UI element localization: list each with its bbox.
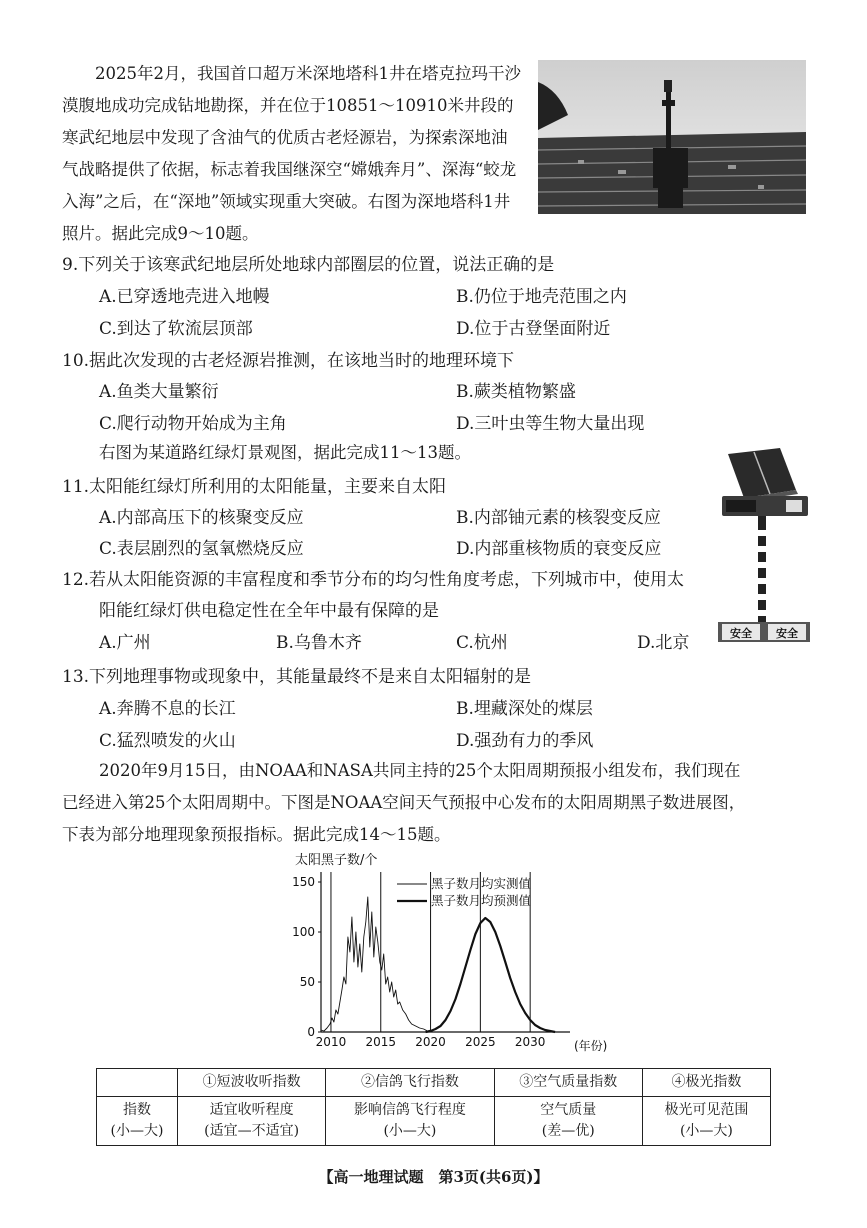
solar-traffic-light-photo bbox=[718, 446, 810, 644]
table-corner-cell bbox=[97, 1069, 178, 1097]
question-13-option-a: A.奔腾不息的长江 bbox=[99, 699, 236, 719]
table-cell bbox=[326, 1097, 494, 1146]
table-header-cell: ④极光指数 bbox=[642, 1069, 770, 1097]
question-12-option-b: B.乌鲁木齐 bbox=[276, 633, 362, 653]
table-header-cell: ③空气质量指数 bbox=[494, 1069, 642, 1097]
y-axis-label: 太阳黑子数/个 bbox=[295, 853, 378, 868]
cell-line1: 适宜收听程度 bbox=[209, 1102, 294, 1118]
intro-11-13: 右图为某道路红绿灯景观图，据此完成11～13题。 bbox=[99, 443, 471, 462]
series-line-2 bbox=[426, 918, 555, 1032]
x-tick-label: 2010 bbox=[315, 1035, 347, 1049]
question-9-option-c: C.到达了软流层顶部 bbox=[99, 319, 253, 339]
question-12-stem-line1: 12.若从太阳能资源的丰富程度和季节分布的均匀性角度考虑，下列城市中，使用太 bbox=[62, 570, 685, 590]
question-13-option-b: B.埋藏深处的煤层 bbox=[456, 699, 593, 719]
x-tick-label: 2015 bbox=[365, 1035, 397, 1049]
y-tick-label: 0 bbox=[307, 1025, 315, 1039]
table-header-cell: ①短波收听指数 bbox=[178, 1069, 326, 1097]
table-cell bbox=[178, 1097, 326, 1146]
intro-14-15-line2: 已经进入第25个太阳周期中。下图是NOAA空间天气预报中心发布的太阳周期黑子数进展图， bbox=[62, 793, 746, 812]
intro-14-15-line1: 2020年9月15日，由NOAA和NASA共同主持的25个太阳周期预报小组发布，我们现在 bbox=[99, 761, 741, 780]
question-9-stem: 9.下列关于该寒武纪地层所处地球内部圈层的位置，说法正确的是 bbox=[62, 255, 555, 275]
cell-line2: (适宜—不适宜) bbox=[204, 1123, 300, 1139]
cell-line2: (小—大) bbox=[679, 1123, 733, 1139]
question-10-option-c: C.爬行动物开始成为主角 bbox=[99, 414, 287, 434]
question-9-option-d: D.位于古登堡面附近 bbox=[456, 319, 611, 339]
question-10-option-d: D.三叶虫等生物大量出现 bbox=[456, 414, 645, 434]
question-12-option-a: A.广州 bbox=[99, 633, 151, 653]
cell-line1: 极光可见范围 bbox=[664, 1102, 749, 1118]
intro-14-15-line3: 下表为部分地理现象预报指标。据此完成14～15题。 bbox=[62, 825, 451, 844]
table-row bbox=[97, 1097, 771, 1146]
question-11-stem: 11.太阳能红绿灯所利用的太阳能量，主要来自太阳 bbox=[62, 477, 447, 497]
question-10-stem: 10.据此次发现的古老烃源岩推测，在该地当时的地理环境下 bbox=[62, 351, 515, 371]
sign-text-right: 安全 bbox=[776, 627, 798, 640]
x-tick-label: 2025 bbox=[465, 1035, 496, 1049]
question-12-option-d: D.北京 bbox=[637, 633, 690, 653]
question-9-option-a: A.已穿透地壳进入地幔 bbox=[99, 287, 270, 307]
sign-text-left: 安全 bbox=[730, 627, 752, 640]
question-12-option-c: C.杭州 bbox=[456, 633, 508, 653]
table-row-label bbox=[97, 1097, 178, 1146]
cell-line2: (小—大) bbox=[383, 1123, 437, 1139]
question-13-option-d: D.强劲有力的季风 bbox=[456, 731, 594, 751]
intro-paragraph-9-10: 2025年2月，我国首口超万米深地塔科1井在塔克拉玛干沙漠腹地成功完成钻地勘探，并在位于10851～10910米井段的寒武纪地层中发现了含油气的优质古老烃源岩，为探索深地油气战略提供了依据，标志着我国继深空“嫦娥奔月”、深海“蛟龙入海”之后，在“深地”领域实现重大突破。右图为深地塔科1井照片。据此完成9～10题。 bbox=[62, 64, 521, 243]
drilling-well-photo bbox=[538, 60, 806, 214]
question-11-option-b: B.内部铀元素的核裂变反应 bbox=[456, 508, 661, 528]
table-header-row bbox=[97, 1069, 771, 1097]
table-header-cell: ②信鸽飞行指数 bbox=[326, 1069, 494, 1097]
question-9-option-b: B.仍位于地壳范围之内 bbox=[456, 287, 627, 307]
legend-label-2: 黑子数月均预测值 bbox=[431, 893, 532, 908]
y-tick-label: 50 bbox=[299, 975, 315, 989]
x-tick-label: 2030 bbox=[514, 1035, 546, 1049]
x-axis-label: (年份) bbox=[574, 1039, 608, 1053]
series-line-1 bbox=[321, 897, 431, 1031]
table-cell bbox=[642, 1097, 770, 1146]
question-10-option-b: B.蕨类植物繁盛 bbox=[456, 382, 576, 402]
question-13-stem: 13.下列地理事物或现象中，其能量最终不是来自太阳辐射的是 bbox=[62, 667, 532, 687]
forecast-index-table bbox=[96, 1068, 771, 1146]
x-tick-label: 2020 bbox=[415, 1035, 446, 1049]
y-tick-label: 150 bbox=[292, 875, 315, 889]
question-11-option-a: A.内部高压下的核聚变反应 bbox=[99, 508, 304, 528]
cell-line1: 影响信鸽飞行程度 bbox=[353, 1102, 466, 1118]
row-label-line1: 指数 bbox=[123, 1102, 151, 1118]
page-footer: 【高一地理试题 第3页(共6页)】 bbox=[318, 1168, 549, 1186]
question-11-option-d: D.内部重核物质的衰变反应 bbox=[456, 539, 662, 559]
sunspot-chart-svg bbox=[285, 850, 615, 1060]
question-12-stem-line2: 阳能红绿灯供电稳定性在全年中最有保障的是 bbox=[99, 601, 439, 621]
question-13-option-c: C.猛烈喷发的火山 bbox=[99, 731, 236, 751]
y-tick-label: 100 bbox=[292, 925, 315, 939]
question-10-option-a: A.鱼类大量繁衍 bbox=[99, 382, 219, 402]
row-label-line2: (小—大) bbox=[110, 1123, 164, 1139]
table-cell bbox=[494, 1097, 642, 1146]
question-11-option-c: C.表层剧烈的氢氧燃烧反应 bbox=[99, 539, 304, 559]
cell-line1: 空气质量 bbox=[540, 1102, 597, 1118]
legend-label-1: 黑子数月均实测值 bbox=[431, 876, 532, 891]
cell-line2: (差—优) bbox=[541, 1123, 595, 1139]
sunspot-chart bbox=[285, 850, 615, 1060]
